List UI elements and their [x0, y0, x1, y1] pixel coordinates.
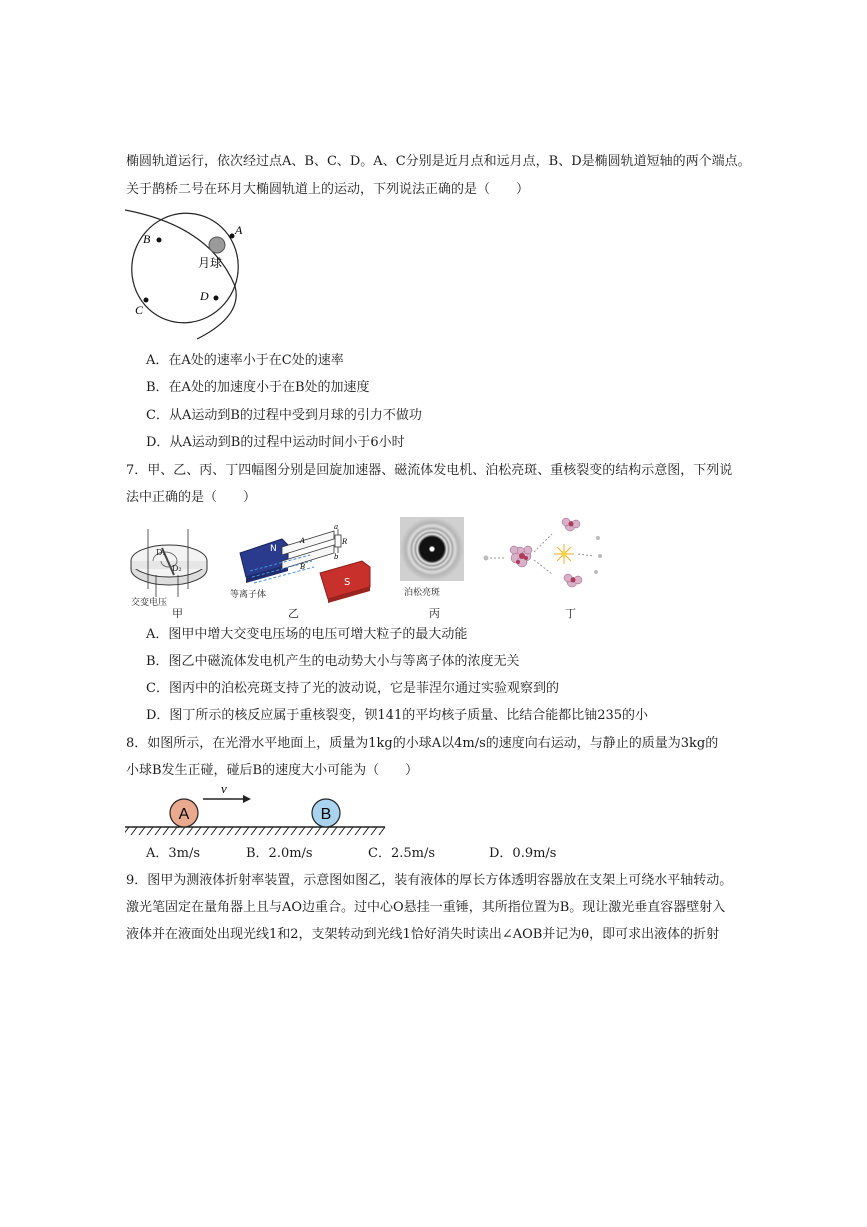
label-A: A	[235, 223, 243, 237]
svg-text:A: A	[300, 537, 306, 545]
q6-text-line-2: 关于鹊桥二号在环月大椭圆轨道上的运动，下列说法正确的是（ ）	[126, 182, 530, 197]
q9-text-line-2: 激光笔固定在量角器上且与AO边重合。过中心O悬挂一重锤，其所指位置为B。现让激光垂直容器壁射入	[126, 900, 726, 915]
caption-jia: 甲	[172, 607, 183, 620]
q7-option-a: A．图甲中增大交变电压场的电压可增大粒子的最大动能	[146, 627, 468, 642]
nuclear-fission-figure	[478, 514, 610, 594]
caption-ding: 丁	[565, 607, 576, 620]
ball-a-label: A	[178, 806, 190, 823]
magnet-s-label: S	[344, 577, 351, 588]
caption-yi: 乙	[288, 607, 299, 620]
label-C: C	[135, 303, 144, 317]
q9-text-line-3: 液体并在液面处出现光线1和2，支架转动到光线1恰好消失时读出∠AOB并记为θ，即可求出液体的折射	[126, 927, 720, 942]
q6-option-d: D．从A运动到B的过程中运动时间小于6小时	[146, 435, 405, 450]
point-A	[230, 234, 235, 239]
q7-text-line-1: 7．甲、乙、丙、丁四幅图分别是回旋加速器、磁流体发电机、泊松亮斑、重核裂变的结构示意图，下列说	[126, 463, 733, 478]
moon	[209, 237, 225, 253]
ground-hatch	[125, 827, 385, 835]
velocity-label: v	[221, 781, 227, 796]
svg-text:b: b	[334, 553, 339, 561]
q7-text-line-2: 法中正确的是（ ）	[126, 490, 257, 505]
svg-text:R: R	[342, 538, 348, 546]
moon-label: 月球	[198, 256, 223, 270]
transfer-trajectory	[125, 210, 236, 339]
q7-option-b: B．图乙中磁流体发电机产生的电动势大小与等离子体的浓度无关	[146, 654, 520, 669]
mhd-generator-figure	[230, 525, 380, 607]
point-B	[157, 238, 162, 243]
q7-option-c: C．图丙中的泊松亮斑支持了光的波动说，它是菲涅尔通过实验观察到的	[146, 681, 559, 696]
q8-option-d: D．0.9m/s	[489, 846, 557, 861]
ball-b-label: B	[320, 806, 332, 823]
q7-option-d: D．图丁所示的核反应属于重核裂变，钡141的平均核子质量、比结合能都比铀235的小	[146, 708, 649, 723]
q8-option-c: C．2.5m/s	[368, 846, 435, 861]
svg-text:D₂: D₂	[172, 564, 182, 573]
q9-text-line-1: 9．图甲为测液体折射率装置，示意图如图乙，装有液体的厚长方体透明容器放在支架上可绕水平轴转动。	[126, 873, 733, 888]
svg-text:a: a	[334, 525, 339, 531]
poisson-spot-label: 泊松亮斑	[404, 588, 441, 598]
label-B: B	[143, 232, 151, 246]
orbit-figure	[125, 206, 255, 342]
point-C	[144, 298, 149, 303]
q6-option-b: B．在A处的加速度小于在B处的加速度	[146, 380, 370, 395]
plasma-label: 等离子体	[230, 590, 267, 600]
magnet-n-label: N	[270, 544, 277, 554]
q6-text-line-1: 椭圆轨道运行，依次经过点A、B、C、D。A、C分别是近月点和远月点，B、D是椭圆轨道短轴的两个端点。	[126, 154, 751, 169]
ac-voltage-label: 交变电压	[131, 598, 168, 608]
caption-bing: 丙	[429, 607, 440, 620]
q6-option-a: A．在A处的速率小于在C处的速率	[146, 353, 344, 368]
cyclotron-figure	[126, 517, 216, 609]
point-D	[214, 296, 219, 301]
poisson-spot-figure	[398, 517, 466, 601]
svg-text:D₁: D₁	[156, 548, 166, 557]
q6-option-c: C．从A运动到B的过程中受到月球的引力不做功	[146, 408, 422, 423]
q8-text-line-1: 8．如图所示，在光滑水平地面上，质量为1kg的小球A以4m/s的速度向右运动，与静止的质量为3kg的	[126, 736, 719, 751]
collision-figure	[125, 778, 387, 836]
label-D: D	[200, 289, 209, 303]
q8-text-line-2: 小球B发生正碰，碰后B的速度大小可能为（ ）	[126, 763, 419, 778]
svg-text:B: B	[300, 563, 306, 571]
q8-option-a: A．3m/s	[146, 846, 201, 861]
q8-option-b: B．2.0m/s	[246, 846, 313, 861]
